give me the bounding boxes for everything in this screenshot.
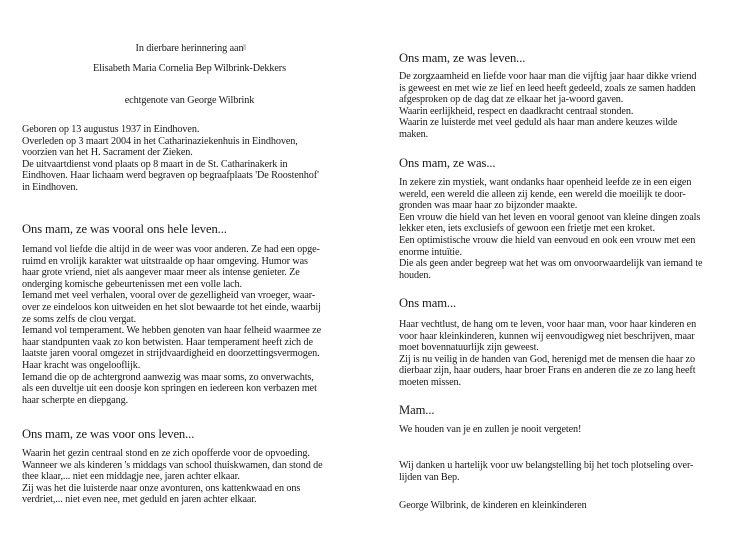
spouse-line: echtgenote van George Wilbrink bbox=[124, 95, 255, 106]
text-line: Wij danken u hartelijk voor uw belangstelling bij het toch plotseling over- bbox=[399, 460, 694, 471]
text-line: laatste jaren vooral omgezet in strijdvaardigheid en doorzettingsvermogen. bbox=[22, 348, 320, 360]
text-line: als een duveltje uit een doosje kon springen en iedereen kon verbazen met bbox=[22, 383, 317, 395]
section-body bbox=[399, 177, 702, 281]
text-line: thee klaar,... niet een middagje nee, jaren achter elkaar. bbox=[22, 471, 240, 483]
text-line: gronden was maar haar zo bijzonder maakte. bbox=[399, 200, 578, 212]
text-line: afgesproken op de dag dat ze elkaar het ja-woord gaven. bbox=[399, 94, 624, 106]
section-body bbox=[22, 244, 321, 406]
text-line: lekker eten, iets exclusiefs of gewoon een frietje met een kroket. bbox=[399, 223, 655, 235]
section-heading: Ons mam... bbox=[399, 296, 457, 310]
deceased-name: Elisabeth Maria Cornelia Bep Wilbrink-Dekkers bbox=[93, 63, 286, 74]
text-line: Waarin ze luisterde met veel geduld als haar man andere keuzes wilde bbox=[399, 117, 678, 129]
text-line: Iemand die op de achtergrond aanwezig was maar soms, zo onverwachts, bbox=[22, 371, 314, 383]
section-body bbox=[399, 319, 696, 389]
bio-line: Geboren op 13 augustus 1937 in Eindhoven. bbox=[22, 124, 200, 135]
text-line: Haar vechtlust, de hang om te leven, voor haar man, voor haar kinderen en bbox=[399, 319, 697, 330]
bio-line: Eindhoven. Haar lichaam werd begraven op begraafplaats 'De Roostenhof' bbox=[22, 170, 319, 182]
text-line: dierbaar zijn, haar ouders, haar broer Frans en anderen die ze zo lang heeft bbox=[399, 365, 696, 377]
text-line: Iemand met veel verhalen, vooral over de gezelligheid van vroeger, waar- bbox=[22, 290, 316, 302]
text-line: ruimd en vrolijk karakter wat uitstraalde op haar omgeving. Humor was bbox=[22, 255, 308, 267]
section-heading: Ons mam, ze was leven... bbox=[399, 51, 526, 65]
signature: George Wilbrink, de kinderen en kleinkinderen bbox=[399, 500, 587, 511]
bio-block bbox=[22, 124, 319, 194]
text-line: maken. bbox=[399, 128, 429, 140]
section-body bbox=[22, 448, 323, 506]
text-line: Wanneer we als kinderen 's middags van school thuiskwamen, dan stond de bbox=[22, 459, 323, 471]
section-heading: Mam... bbox=[399, 403, 435, 417]
text-line: onderging komische gebeurtenissen met een volle lach. bbox=[22, 278, 242, 290]
text-line: ze soms zelfs de clou vergat. bbox=[22, 313, 137, 325]
section-body bbox=[399, 71, 696, 141]
text-line: Zij is nu veilig in de handen van God, herenigd met de mensen die haar zo bbox=[399, 353, 695, 365]
text-line: houden. bbox=[399, 269, 431, 281]
text-line: In zekere zin mystiek, want ondanks haar openheid leefde ze in een eigen bbox=[399, 177, 692, 188]
text-line: moeten missen. bbox=[399, 376, 461, 388]
text-line: Een optimistische vrouw die hield van eenvoud en ook een vrouw met een bbox=[399, 234, 696, 246]
section-heading: Ons mam, ze was voor ons leven... bbox=[22, 427, 195, 441]
text-line: Een vrouw die hield van het leven en vooral genoot van kleine dingen zoals bbox=[399, 211, 701, 223]
text-line: is geweest en met wie ze lief en leed heeft gedeeld, zoals ze samen hadden bbox=[399, 82, 696, 94]
text-line: Haar kracht was ongelooflijk. bbox=[22, 359, 141, 371]
section-body bbox=[399, 424, 581, 436]
text-line: voor haar kleinkinderen, kunnen wij eenvoudigweg niet beschrijven, maar bbox=[399, 330, 695, 342]
text-line: De zorgzaamheid en liefde voor haar man die vijftig jaar haar dikke vriend bbox=[399, 71, 697, 82]
text-line: verdriet,... niet even nee, met geduld en jaren achter elkaar. bbox=[22, 494, 257, 506]
text-line: over ze eindeloos kon uitweiden en het slot bewaarde tot het einde, waarbij bbox=[22, 301, 321, 313]
section-heading: Ons mam, ze was vooral ons hele leven... bbox=[22, 222, 227, 236]
text-line: haar grote vriend, niet als aangever maar meer als intense genieter. Ze bbox=[22, 267, 300, 279]
text-line: We houden van je en zullen je nooit vergeten! bbox=[399, 424, 582, 435]
text-line: lijden van Bep. bbox=[399, 471, 460, 483]
text-line: Waarin eerlijkheid, respect en daadkracht centraal stonden. bbox=[399, 105, 634, 117]
bio-line: Overleden op 3 maart 2004 in het Catharinaziekenhuis in Eindhoven, bbox=[22, 135, 298, 147]
text-line: moet bovennatuurlijk zijn geweest. bbox=[399, 342, 539, 354]
text-line: haar standpunten vaak zo kon betwisten. Haar temperament heeft zich de bbox=[22, 336, 313, 348]
thanks-block bbox=[399, 460, 693, 483]
intro-text: In dierbare herinnering aan bbox=[135, 43, 244, 54]
bio-line: De uitvaartdienst vond plaats op 8 maart in de St. Catharinakerk in bbox=[22, 158, 288, 170]
text-line: Iemand vol liefde die altijd in de weer was voor anderen. Ze had een opge- bbox=[22, 244, 320, 255]
text-line: haar scherpte en diepgang. bbox=[22, 394, 129, 406]
text-line: Zij was het die luisterde naar onze avonturen, ons kattenkwaad en ons bbox=[22, 482, 301, 494]
bio-line: in Eindhoven. bbox=[22, 181, 78, 193]
section-heading: Ons mam, ze was... bbox=[399, 156, 496, 170]
text-line: Iemand vol temperament. We hebben genoten van haar felheid waarmee ze bbox=[22, 325, 321, 337]
text-line: Waarin het gezin centraal stond en ze zich opofferde voor de opvoeding. bbox=[22, 448, 310, 459]
text-line: enorme intuïtie. bbox=[399, 246, 462, 258]
bio-line: voorzien van het H. Sacrament der Zieken. bbox=[22, 147, 193, 159]
text-line: wereld, een wereld die alleen zij kende, een wereld die moeilijk te door- bbox=[399, 188, 686, 200]
text-line: Die als geen ander begreep wat het was om onvoorwaardelijk van iemand te bbox=[399, 258, 703, 270]
